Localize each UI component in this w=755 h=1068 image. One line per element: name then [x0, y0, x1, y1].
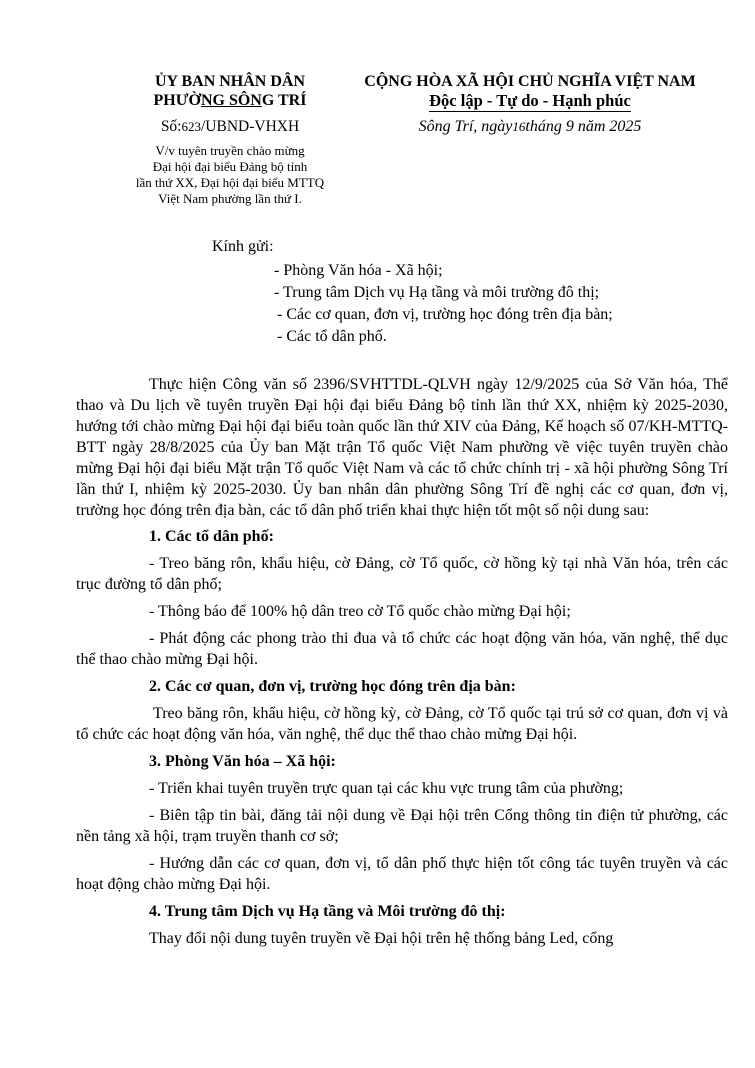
section-item: Thay đổi nội dung tuyên truyền về Đại hội trên hệ thống bảng Led, cổng [149, 930, 614, 947]
motto-text: Độc lập - Tự do - Hạnh phúc [429, 91, 631, 110]
section-item: - Triển khai tuyên truyền trực quan tại các khu vực trung tâm của phường; [149, 780, 624, 797]
section-item: - Hướng dẫn các cơ quan, đơn vị, tổ dân phố thực hiện tốt công tác tuyên truyền và các hoạt động chào mừng Đại hội. [76, 855, 728, 893]
document-number-suffix: /UBND-VHXH [201, 118, 300, 135]
section-item: - Biên tập tin bài, đăng tải nội dung về Đại hội trên Cổng thông tin điện tử phường, các nền tảng xã hội, trạm truyền thanh cơ sở; [76, 807, 728, 845]
recipient-item: - Phòng Văn hóa - Xã hội; [274, 262, 443, 279]
section-heading: 2. Các cơ quan, đơn vị, trường học đóng trên địa bàn: [149, 678, 516, 695]
issuer-org [100, 91, 360, 110]
national-title: CỘNG HÒA XÃ HỘI CHỦ NGHĨA VIỆT NAM [364, 73, 696, 90]
recipient-item: - Trung tâm Dịch vụ Hạ tầng và môi trường đô thị; [274, 284, 600, 301]
intro-paragraph: Thực hiện Công văn số 2396/SVHTTDL-QLVH ngày 12/9/2025 của Sở Văn hóa, Thể thao và Du lịch về tuyên truyền Đại hội đại biểu Đảng bộ tỉnh lần thứ XX, nhiệm kỳ 2025-2030, hướng tới chào mừng Đại hội đại biểu toàn quốc lần thứ XIV của Đảng, Kế hoạch số 07/KH-MTTQ-BTT ngày 28/8/2025 của Ủy ban Mặt trận Tổ quốc Việt Nam phường về việc tuyên truyền chào mừng Đại hội đại biểu Mặt trận Tổ quốc Việt Nam và các tổ chức chính trị - xã hội phường Sông Trí lần thứ I, nhiệm kỳ 2025-2030. Ủy ban nhân dân phường Sông Trí đề nghị các cơ quan, đơn vị, trường học đóng trên địa bàn, các tổ dân phố triển khai thực hiện tốt một số nội dung sau: [76, 376, 728, 519]
section-item: - Thông báo để 100% hộ dân treo cờ Tổ quốc chào mừng Đại hội; [149, 603, 571, 620]
issuer-org-part: G TRÍ [261, 92, 307, 109]
issuer-parent-org: ỦY BAN NHÂN DÂN [154, 73, 306, 90]
document-number-value: 623 [181, 119, 201, 134]
date-day: 16 [512, 119, 526, 134]
national-motto [340, 91, 720, 110]
document-number-prefix: Số: [160, 118, 182, 135]
recipient-item: - Các tổ dân phố. [277, 328, 387, 345]
section-item: - Treo băng rôn, khẩu hiệu, cờ Đảng, cờ Tổ quốc, cờ hồng kỳ tại nhà Văn hóa, trên các trục đường tổ dân phố; [76, 555, 728, 593]
subject-line: Đại hội đại biểu Đảng bộ tỉnh [152, 159, 308, 174]
section-item: Treo băng rôn, khẩu hiệu, cờ hồng kỳ, cờ Đảng, cờ Tổ quốc tại trú sở cơ quan, đơn vị và tổ chức các hoạt động văn hóa, văn nghệ, thể dục thể thao chào mừng Đại hội. [76, 705, 728, 743]
document-number [100, 118, 360, 136]
issuer-org-underlined: NG SÔN [200, 92, 262, 109]
issuer-block [100, 72, 360, 207]
section-heading: 4. Trung tâm Dịch vụ Hạ tầng và Môi trường đô thị: [149, 903, 506, 920]
issuer-org-part: PHƯỜ [153, 92, 201, 109]
document-date [340, 117, 720, 137]
national-header [340, 72, 720, 137]
section-heading: 3. Phòng Văn hóa – Xã hội: [149, 753, 336, 770]
recipient-item: - Các cơ quan, đơn vị, trường học đóng trên địa bàn; [277, 306, 613, 323]
document-body [76, 374, 728, 949]
salutation: Kính gửi: [212, 238, 274, 255]
date-prefix: Sông Trí, ngày [418, 118, 513, 135]
subject-line: lần thứ XX, Đại hội đại biểu MTTQ [135, 175, 325, 190]
date-suffix: tháng 9 năm 2025 [525, 118, 642, 135]
section-item: - Phát động các phong trào thi đua và tổ chức các hoạt động văn hóa, văn nghệ, thể dục thể thao chào mừng Đại hội. [76, 630, 728, 668]
subject-line: V/v tuyên truyền chào mừng [155, 143, 305, 158]
subject-line: Việt Nam phường lần thứ I. [158, 191, 302, 206]
document-subject [100, 143, 360, 207]
section-heading: 1. Các tổ dân phố: [149, 528, 274, 545]
